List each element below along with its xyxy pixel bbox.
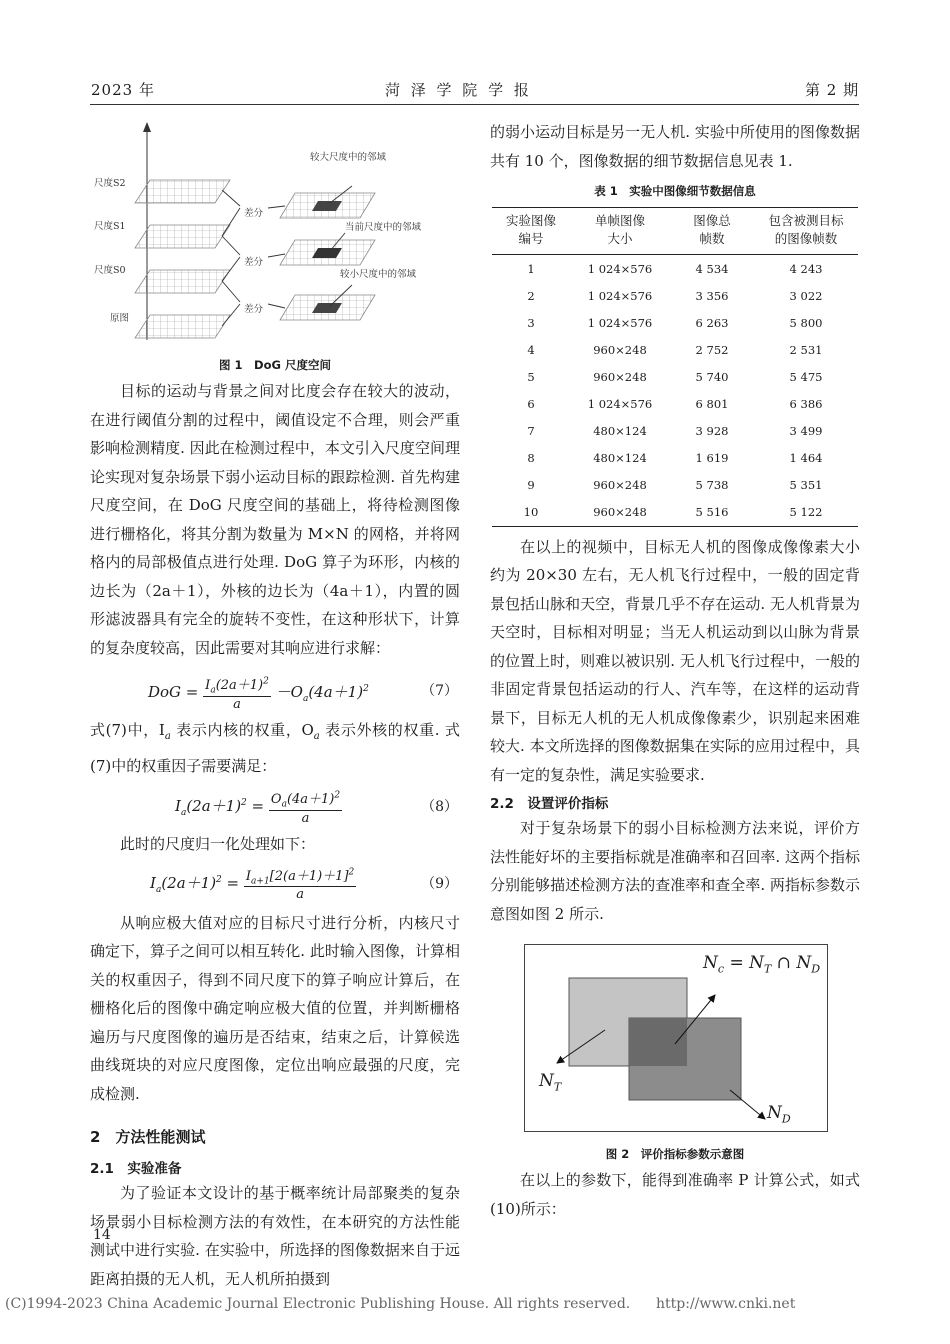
section-2-1-heading: 2.1 实验准备 <box>90 1161 182 1177</box>
table-header: 实验图像 编号 <box>492 208 570 255</box>
table-cell: 1 024×576 <box>587 261 653 276</box>
header-rule <box>90 104 859 105</box>
figure-2-caption: 图 2 评价指标参数示意图 <box>605 1147 745 1162</box>
table-cell: 3 <box>527 315 535 330</box>
table-cell: 5 475 <box>789 369 823 384</box>
table-1 <box>492 207 858 527</box>
left-paragraph-2: 式(7)中，$I_a$ 表示内核的权重，$O_a$ 表示外核的权重. 式(7)中的权重因子需要满足： <box>90 721 460 775</box>
label-nt: $N_T$ <box>539 1071 562 1094</box>
table-cell: 4 <box>527 342 535 357</box>
table-row <box>492 336 858 363</box>
table-cell: 1 024×576 <box>587 288 653 303</box>
equation-8-number: （8） <box>421 799 458 815</box>
footer-copyright: (C)1994-2023 China Academic Journal Electronic Publishing House. All rights reserved. <box>5 1296 631 1312</box>
table-cell: 7 <box>527 424 535 439</box>
table-cell: 5 351 <box>789 478 823 493</box>
table-cell: 6 263 <box>695 315 729 330</box>
label-large-neighborhood: 较大尺度中的邻域 <box>310 152 387 163</box>
table-cell: 960×248 <box>593 478 647 493</box>
right-planes <box>280 193 375 320</box>
label-small-neighborhood: 较小尺度中的邻域 <box>340 269 417 280</box>
footer-url[interactable]: http://www.cnki.net <box>656 1296 796 1312</box>
label-original: 原图 <box>110 313 130 324</box>
table-cell: 3 022 <box>789 288 823 303</box>
label-diff-3: 差分 <box>244 304 264 315</box>
table-1-body <box>492 255 858 527</box>
page-number: 14 <box>93 1227 111 1243</box>
table-cell: 5 740 <box>695 369 729 384</box>
equation-9: $I_a(2a+1)^2$ = $\frac{I_{a+1}[2(a+1)+1]^2}{a}$ （9） <box>90 859 460 909</box>
table-cell: 1 <box>527 261 535 276</box>
header-year: 2023 年 <box>91 81 155 99</box>
table-row <box>492 309 858 336</box>
right-paragraph-0: 的弱小运动目标是另一无人机. 实验中所使用的图像数据共有 10 个，图像数据的细节数据信息见表 1. <box>490 123 860 170</box>
figure-1-caption: 图 1 DoG 尺度空间 <box>219 358 331 372</box>
figure-1-dog-scale-space <box>90 118 460 346</box>
right-paragraph-3: 在以上的参数下，能得到准确率 P 计算公式，如式(10)所示： <box>490 1171 860 1218</box>
table-row <box>492 363 858 390</box>
table-cell: 8 <box>527 451 535 466</box>
table-cell: 960×248 <box>593 342 647 357</box>
right-paragraph-2: 对于复杂场景下的弱小目标检测方法来说，评价方法性能好坏的主要指标就是准确率和召回率. 这两个指标分别能够描述检测方法的查准率和查全率. 两指标参数示意图如图 2 所示. <box>490 819 860 923</box>
intersection-rect <box>629 1018 687 1066</box>
table-header-row <box>492 208 858 255</box>
table-cell: 6 <box>527 397 535 412</box>
table-header: 包含被测目标 的图像帧数 <box>754 208 858 255</box>
label-current-neighborhood: 当前尺度中的邻域 <box>345 222 422 233</box>
table-cell: 4 534 <box>695 261 729 276</box>
figure-2-diagram <box>524 944 828 1132</box>
label-nc-formula: $N_c = N_T$ ∩ $N_D$ <box>703 953 821 976</box>
table-row <box>492 499 858 527</box>
header-issue: 第 2 期 <box>805 81 860 99</box>
table-cell: 480×124 <box>593 451 647 466</box>
table-header: 单帧图像 大小 <box>570 208 670 255</box>
table-cell: 9 <box>527 478 535 493</box>
left-column <box>90 118 460 1293</box>
label-scale-s2: 尺度S2 <box>94 178 126 189</box>
table-cell: 960×248 <box>570 499 670 527</box>
table-row <box>492 282 858 309</box>
table-cell: 3 499 <box>789 424 823 439</box>
table-cell: 2 752 <box>695 342 729 357</box>
table-cell: 5 800 <box>789 315 823 330</box>
left-paragraph-1: 目标的运动与背景之间对比度会存在较大的波动，在进行阈值分割的过程中，阈值设定不合理，则会严重影响检测精度. 因此在检测过程中，本文引入尺度空间理论实现对复杂场景下弱小运动目标的跟踪检测. 首先构建尺度空间，在 DoG 尺度空间的基础上，将待检测图像进行栅格化，将其分割为数量为 M×N 的网格，并将网格内的局部极值点进行处理. DoG 算子为环形，内核的边长为（2a＋1），外核的边长为（4a＋1），内置的圆形滤波器具有完全的旋转不变性，在这种形状下，计算的复杂度较高，因此需要对其响应进行求解： <box>90 382 460 657</box>
table-header: 图像总 帧数 <box>670 208 754 255</box>
table-row <box>492 445 858 472</box>
table-cell: 960×248 <box>593 369 647 384</box>
table-cell: 5 738 <box>695 478 729 493</box>
table-row <box>492 390 858 417</box>
table-cell: 3 356 <box>695 288 729 303</box>
table-cell: 5 122 <box>754 499 858 527</box>
label-diff-1: 差分 <box>244 208 264 219</box>
table-cell: 6 386 <box>789 397 823 412</box>
left-planes <box>135 180 230 338</box>
table-cell: 1 464 <box>789 451 823 466</box>
right-column <box>490 118 860 1223</box>
section-2-2-heading: 2.2 设置评价指标 <box>490 796 609 813</box>
label-scale-s0: 尺度S0 <box>94 265 126 276</box>
section-2-heading: 2 方法性能测试 <box>90 1128 206 1146</box>
left-paragraph-4: 从响应极大值对应的目标尺寸进行分析，内核尺寸确定下，算子之间可以相互转化. 此时输入图像，计算相关的权重因子，得到不同尺度下的算子响应计算后，在栅格化后的图像中确定响应极大值的位置，并判断栅格遍历与尺度图像的遍历是否结束，结束之后，计算候选曲线斑块的对应尺度图像，定位出响应最强的尺度，完成检测. <box>90 913 460 1103</box>
table-cell: 1 619 <box>695 451 729 466</box>
table-cell: 480×124 <box>593 424 647 439</box>
table-cell: 1 024×576 <box>587 315 653 330</box>
equation-9-number: （9） <box>421 875 458 892</box>
table-cell: 5 <box>527 369 535 384</box>
table-cell: 4 243 <box>789 261 823 276</box>
table-cell: 2 531 <box>789 342 823 357</box>
equation-8: $I_a(2a+1)^2$ = $\frac{O_a(4a+1)^2}{a}$ （8） <box>90 780 460 830</box>
right-paragraph-1: 在以上的视频中，目标无人机的图像成像像素大小约为 20×30 左右，无人机飞行过程中，一般的固定背景包括山脉和天空，背景几乎不存在运动. 无人机背景为天空时，目标相对明显；当无人机运动到以山脉为背景的位置上时，则难以被识别. 无人机飞行过程中，一般的非固定背景包括运动的行人、汽车等，在这样的运动背景下，目标无人机的无人机成像像素少，识别起来困难较大. 本文所选择的图像数据集在实际的应用过程中，具有一定的复杂性，满足实验要求. <box>490 537 860 784</box>
table-cell: 10 <box>492 499 570 527</box>
label-diff-2: 差分 <box>244 257 264 268</box>
table-cell: 3 928 <box>695 424 729 439</box>
label-nd: $N_D$ <box>767 1103 791 1126</box>
left-paragraph-5: 为了验证本文设计的基于概率统计局部聚类的复杂场景弱小目标检测方法的有效性，在本研究的方法性能测试中进行实验. 在实验中，所选择的图像数据来自于远距离拍摄的无人机，无人机所拍摄到 <box>90 1184 460 1288</box>
label-scale-s1: 尺度S1 <box>94 221 126 232</box>
header-journal: 菏 泽 学 院 学 报 <box>385 81 532 99</box>
equation-7: DoG = $\frac{I_a(2a+1)^2}{a}$ $-O_a(4a+1)^2$ （7） <box>90 662 460 716</box>
left-paragraph-3: 此时的尺度归一化处理如下： <box>120 835 316 853</box>
equation-7-number: （7） <box>421 683 458 699</box>
table-1-caption: 表 1 实验中图像细节数据信息 <box>594 184 756 198</box>
table-row <box>492 418 858 445</box>
table-cell: 5 516 <box>670 499 754 527</box>
table-row <box>492 255 858 283</box>
table-cell: 1 024×576 <box>587 397 653 412</box>
table-row <box>492 472 858 499</box>
table-cell: 2 <box>527 288 535 303</box>
table-cell: 6 801 <box>695 397 729 412</box>
